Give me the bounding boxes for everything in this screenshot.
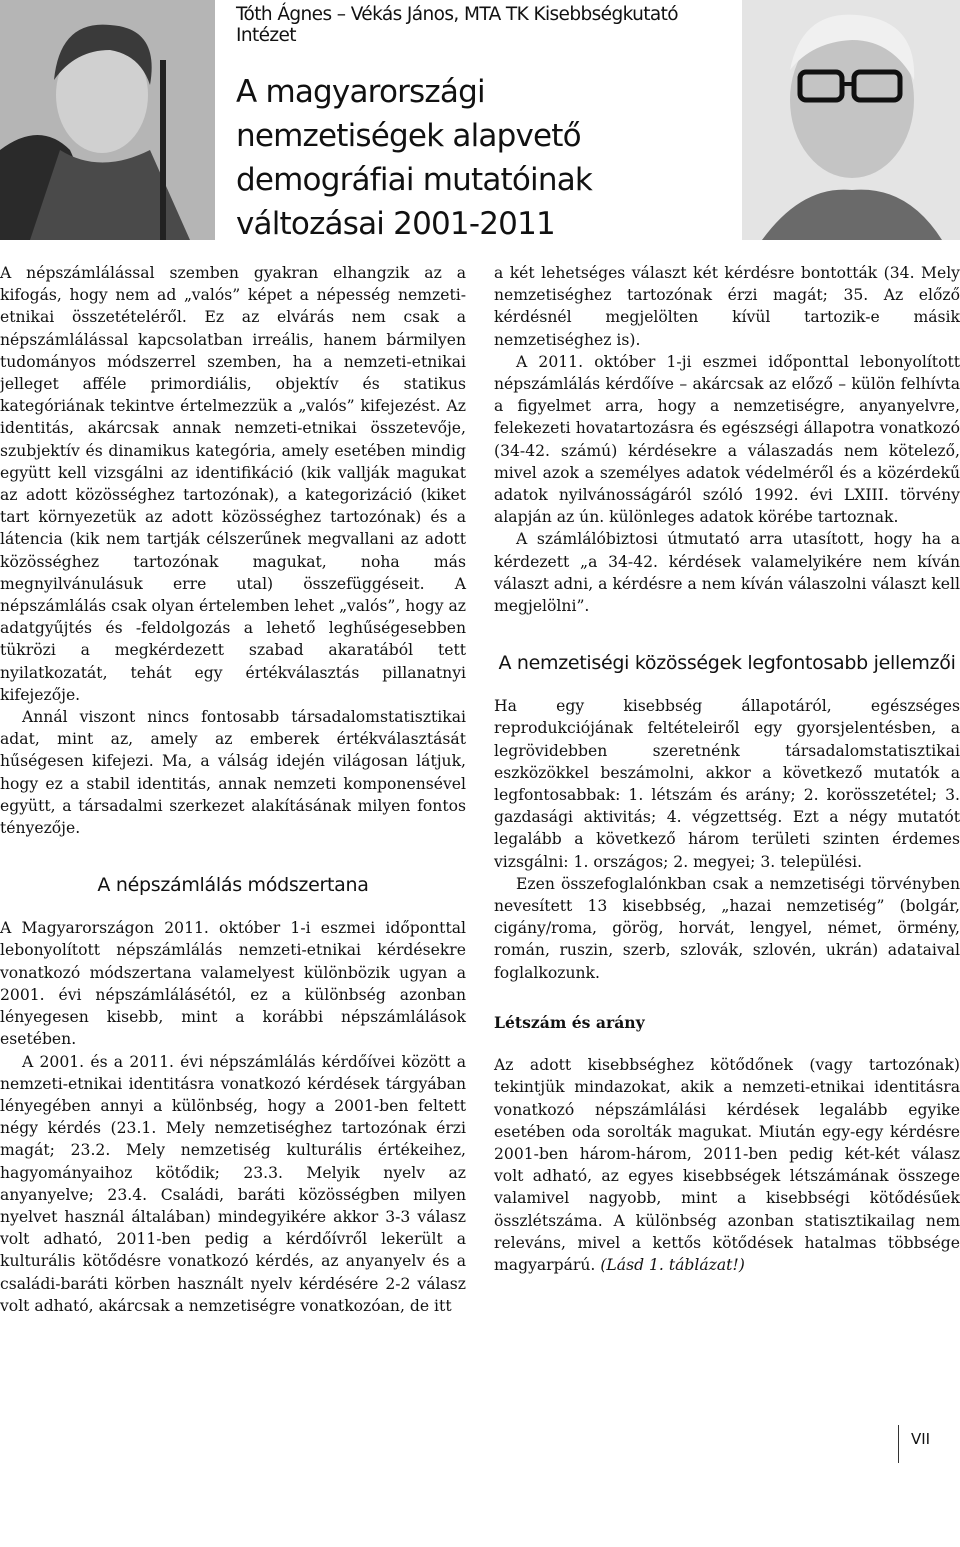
right-column xyxy=(494,262,960,1276)
author-photo-man xyxy=(742,0,960,240)
paragraph: Ha egy kisebbség állapotáról, egészséges reprodukciójának feltételeiről egy gyorsjelentésben, a legrövidebben szeretnénk társadalomstatisztikai eszközökkel beszámolni, akkor a következő mutatók a legfontosabbak: 1. létszám és arány; 2. korösszetétel; 3. gazdasági aktivitás; 4. végzettség. Ezt a négy mutatót legalább a következő három területi szinten érdemes vizsgálni: 1. országos; 2. megyei; 3. települési. xyxy=(494,697,960,871)
paragraph: Annál viszont nincs fontosabb társadalomstatisztikai adat, mint az, amely az emberek értékválasztását hűségesen kifejezi. Ma, a válság idején világosan látjuk, hogy ez a stabil identitás, annak nemzeti komponensével együtt, a társadalmi szerkezet alakításának milyen fontos tényezője. xyxy=(0,708,466,838)
title-line: változásai 2001-2011 xyxy=(236,206,555,242)
title-line: demográfiai mutatóinak xyxy=(236,162,593,198)
title-line: A magyarországi xyxy=(236,74,485,110)
author-photo-woman xyxy=(0,0,215,240)
page-number: VII xyxy=(911,1430,931,1448)
paragraph: A számlálóbiztosi útmutató arra utasított, hogy ha a kérdezett „a 34-42. kérdések valamelyikére nem kíván választ adni, a kérdésre a nem kíván válaszolni választ kell megjelölni”. xyxy=(494,530,960,616)
paragraph: Ezen összefoglalónkban csak a nemzetiségi törvényben nevesített 13 kisebbség, „hazai nemzetiség” (bolgár, cigány/roma, görög, horvát, lengyel, német, örmény, román, ruszin, szerb, szlovák, szlovén, ukrán) adataival foglalkozunk. xyxy=(494,874,960,982)
paragraph-text: Az adott kisebbséghez kötődőnek (vagy tartozónak) tekintjük mindazokat, akik a nemzeti-etnikai identitásra vonatkozó népszámlálási kérdések legalább egyike esetében oda sorolták magukat. Miután egy-egy kérdésre 2001-ben három-három, 2011-ben pedig két-két válasz volt adható, az egyes kisebbségek létszámának összege valamivel nagyobb, mint a kisebbségi kötődésűek összlétszáma. A különbség azonban statisztikailag nem releváns, mivel a kettős kötődések hatalmas többsége magyarpárú. xyxy=(494,1056,960,1274)
paragraph: A népszámlálással szemben gyakran elhangzik az a kifogás, hogy nem ad „valós” képet a népesség nemzeti-etnikai összetételéről. Ez az elvárás nem csak a népszámlálással kapcsolatban irreális, hanem bármilyen tudományos módszerrel szemben, ha a nemzeti-etnikai jelleget afféle primordiális, objektív és statikus kategóriának tekintve értelmezzük a „valós” kifejezést. Az identitás, akárcsak annak nemzeti-etnikai összetevője, szubjektív és dinamikus kategória, amely esetében mindig együtt kell vizsgálni az identifikáció (kik vallják magukat az adott közösséghez tartozónak), a kategorizáció (kiket tart környezetük az adott közösséghez tartozónak) és a látencia (kik nem tartják célszerűnek megvallani az adott közösséghez tartozónak magukat, noha más megnyilvánulásuk erre utal) összefüggéseit. A népszámlálás csak olyan értelemben lehet „valós”, hogy az adatgyűjtés és -feldolgozás a lehető leghűségesebben tükrözi a megkérdezett szabad akaratából tett nyilatkozatát, tehát egy értékválasztás pillanatnyi kifejezője. xyxy=(0,264,466,704)
article-header xyxy=(236,4,736,246)
portrait-man-illustration xyxy=(742,0,960,240)
page-number-rule xyxy=(898,1425,899,1463)
subheading-size-and-ratio: Létszám és arány xyxy=(494,1012,645,1032)
portrait-woman-illustration xyxy=(0,0,215,240)
paragraph: A Magyarországon 2011. október 1-i eszmei időponttal lebonyolított népszámlálás nemzeti-etnikai kérdésekre vonatkozó módszertana valamelyest különbözik ugyan a 2001. évi népszámlálásétól, ez a különbség azonban lényegesen kisebb, mint a korábbi népszámlálások esetében. xyxy=(0,919,466,1049)
author-line: Tóth Ágnes – Vékás János, MTA TK Kisebbségkutató Intézet xyxy=(236,4,679,46)
article-title xyxy=(236,70,736,246)
paragraph: a két lehetséges választ két kérdésre bontották (34. Mely nemzetiséghez tartozónak érzi magát; 35. Az előző kérdésnél megjelölten kívül tartozik-e másik nemzetiséghez is). xyxy=(494,264,960,349)
section-heading-community-features: A nemzetiségi közösségek legfontosabb jellemzői xyxy=(498,652,956,675)
paragraph: A 2011. október 1-ji eszmei időponttal lebonyolított népszámlálás kérdőíve – akárcsak az előző – külön felhívta a figyelmet arra, hogy a nemzetiségre, anyanyelvre, felekezeti hovatartozásra és egészségi állapotra vonatkozó (34-42. számú) kérdésekre a válaszadás nem kötelező, mivel azok a személyes adatok védelméről és a közérdekű adatok nyilvánosságáról szóló 1992. évi LXIII. törvény alapján az ún. különleges adatok körébe tartoznak. xyxy=(494,352,960,527)
section-heading-methodology: A népszámlálás módszertana xyxy=(97,874,369,897)
left-column xyxy=(0,262,466,1317)
paragraph xyxy=(494,1054,960,1276)
table-reference: (Lásd 1. táblázat!) xyxy=(600,1255,745,1274)
paragraph: A 2001. és a 2011. évi népszámlálás kérdőívei között a nemzeti-etnikai identitásra vonatkozó kérdések tárgyában lényegében annyi a különbség, hogy a 2001-ben feltett négy kérdés (23.1. Mely nemzetiséghez tartozónak érzi magát; 23.2. Mely nemzetiség kulturális értékeihez, hagyományaihoz kötődik; 23.3. Melyik nyelv az anyanyelve; 23.4. Családi, baráti közösségben milyen nyelvet használ általában) mindegyikére akkor 3-3 válasz volt adható, 2011-ben pedig a kérdőívről lekerült a kulturális kötődésre vonatkozó kérdés, az anyanyelv és a családi-baráti körben használt nyelv kérdésére 2-2 válasz volt adható, akárcsak a nemzetiségre vonatkozóan, de itt xyxy=(0,1052,466,1315)
title-line: nemzetiségek alapvető xyxy=(236,118,581,154)
